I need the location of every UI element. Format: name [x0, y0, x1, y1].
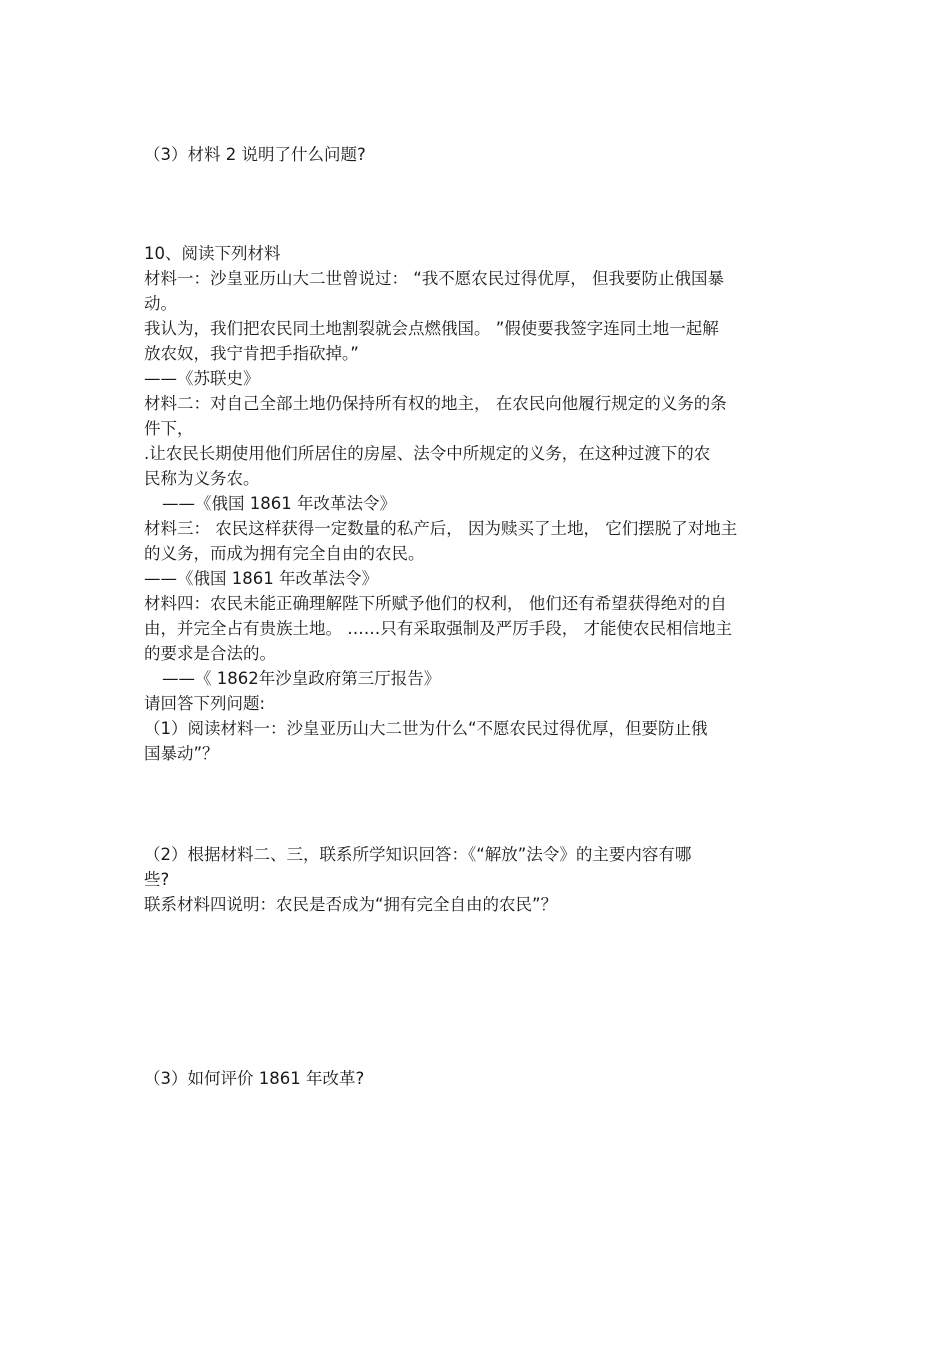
material-1-line-4: 放农奴，我宁肯把手指砍掉。”: [144, 344, 359, 363]
material-2-line-3: .让农民长期使用他们所居住的房屋、法令中所规定的义务，在这种过渡下的农: [144, 444, 711, 463]
material-1-line-1: 材料一：沙皇亚历山大二世曾说过： “我不愿农民过得优厚， 但我要防止俄国暴: [144, 269, 725, 288]
material-2-line-1: 材料二：对自己全部土地仍保持所有权的地主， 在农民向他履行规定的义务的条: [144, 394, 727, 413]
question-2-line-2: 些?: [144, 870, 170, 889]
prev-question-3: （3）材料 2 说明了什么问题?: [144, 145, 366, 164]
question-2-line-3: 联系材料四说明：农民是否成为“拥有完全自由的农民”？: [144, 895, 558, 914]
answer-prompt: 请回答下列问题:: [144, 694, 266, 713]
material-2-line-2: 件下，: [144, 419, 194, 438]
material-2-source: ——《俄国 1861 年改革法令》: [162, 494, 396, 513]
question-2-line-1: （2）根据材料二、三，联系所学知识回答：《“解放”法令》的主要内容有哪: [144, 845, 692, 864]
question-1-line-1: （1）阅读材料一：沙皇亚历山大二世为什么“不愿农民过得优厚，但要防止俄: [144, 719, 708, 738]
material-1-source: ——《苏联史》: [144, 369, 260, 388]
material-4-line-3: 的要求是合法的。: [144, 644, 276, 663]
material-4-source: ——《 1862年沙皇政府第三厅报告》: [162, 669, 441, 688]
question-10-title: 10、阅读下列材料: [144, 244, 281, 263]
question-1-line-2: 国暴动”？: [144, 744, 219, 763]
material-1-line-3: 我认为，我们把农民同土地割裂就会点燃俄国。 ”假使要我签字连同土地一起解: [144, 319, 719, 338]
material-3-line-2: 的义务，而成为拥有完全自由的农民。: [144, 544, 425, 563]
question-3: （3）如何评价 1861 年改革?: [144, 1069, 365, 1088]
material-1-line-2: 动。: [144, 294, 177, 313]
material-2-line-4: 民称为义务农。: [144, 469, 260, 488]
material-4-line-1: 材料四：农民未能正确理解陛下所赋予他们的权利， 他们还有希望获得绝对的自: [144, 594, 727, 613]
material-4-line-2: 由，并完全占有贵族土地。 ……只有采取强制及严厉手段， 才能使农民相信地主: [144, 619, 732, 638]
material-3-line-1: 材料三： 农民这样获得一定数量的私产后， 因为赎买了土地， 它们摆脱了对地主: [144, 519, 738, 538]
material-3-source: ——《俄国 1861 年改革法令》: [144, 569, 378, 588]
